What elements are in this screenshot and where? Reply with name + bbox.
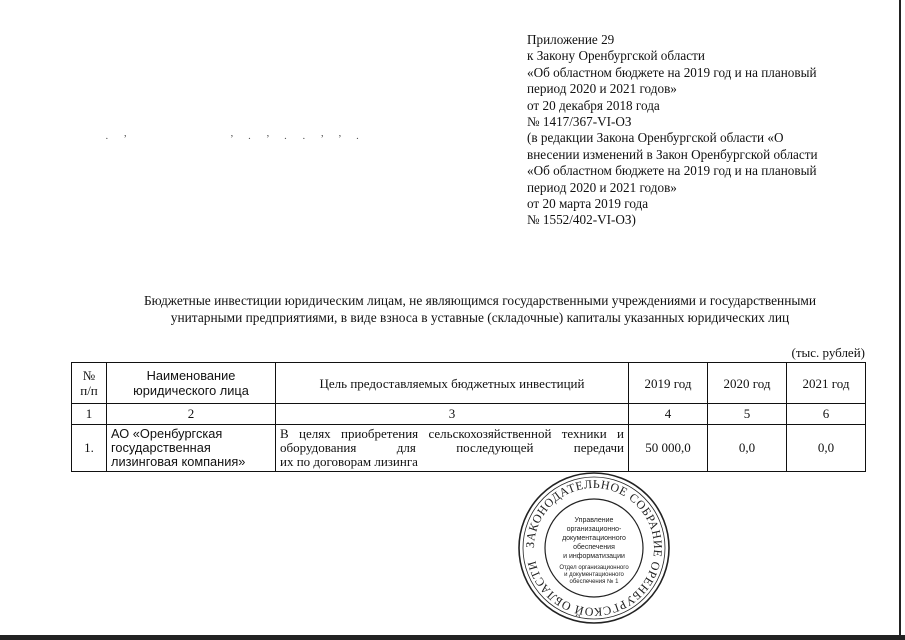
column-number: 3 [276, 404, 629, 425]
seal-center-line: обеспечения [573, 544, 615, 551]
header-name: Наименование юридического лица [107, 363, 276, 404]
seal-bottom-line: и документационного [564, 572, 624, 578]
row-2019-value: 50 000,0 [629, 425, 708, 472]
appendix-line: от 20 декабря 2018 года [527, 97, 660, 113]
appendix-header [527, 32, 877, 229]
appendix-line: от 20 марта 2019 года [527, 196, 649, 212]
document-title [60, 292, 900, 326]
title-line-1: Бюджетные инвестиции юридическим лицам, не являющимся государственными учреждениями и государственными [143, 293, 817, 308]
scan-edge-bottom [0, 635, 905, 640]
row-num: 1. [72, 425, 107, 472]
header-2021: 2021 год [787, 363, 866, 404]
row-goal-text-end: их по договорам лизинга [280, 454, 418, 469]
seal-ring-text: ЗАКОНОДАТЕЛЬНОЕ СОБРАНИЕ ОРЕНБУРГСКОЙ ОБЛАСТИ [522, 476, 666, 620]
units-label: (тыс. рублей) [791, 345, 865, 360]
header-2019: 2019 год [629, 363, 708, 404]
title-line-2: унитарными предприятиями, в виде взноса в уставные (складочные) капиталы указанных юридических лиц [170, 310, 790, 325]
appendix-line: «Об областном бюджете на 2019 год и на плановый [527, 64, 817, 80]
row-2020-value: 0,0 [708, 425, 787, 472]
column-number: 5 [708, 404, 787, 425]
column-number: 6 [787, 404, 866, 425]
column-number-row [72, 404, 866, 425]
row-goal-text: В целях приобретения сельскохозяйственной техники и оборудования для последующей передачи [280, 426, 624, 455]
column-number: 1 [72, 404, 107, 425]
row-entity-name: АО «Оренбургская государственная лизинговая компания» [107, 425, 276, 472]
appendix-line: к Закону Оренбургской области [527, 48, 705, 64]
table-row [72, 425, 866, 472]
investments-table [71, 362, 866, 472]
column-number: 2 [107, 404, 276, 425]
seal-center-line: документационного [562, 535, 626, 542]
seal-center-line: организационно- [566, 526, 622, 533]
appendix-line: «Об областном бюджете на 2019 год и на плановый [527, 163, 817, 179]
seal-center-line: и информатизации [563, 553, 625, 560]
appendix-line: № 1552/402-VI-ОЗ) [527, 212, 636, 228]
table-header-row [72, 363, 866, 404]
seal-center-line: Управление [574, 517, 614, 524]
header-goal: Цель предоставляемых бюджетных инвестиций [276, 363, 629, 404]
scan-noise: · ’ [105, 133, 134, 145]
appendix-line: период 2020 и 2021 годов» [527, 81, 677, 97]
header-2020: 2020 год [708, 363, 787, 404]
appendix-line: Приложение 29 [527, 32, 615, 47]
column-number: 4 [629, 404, 708, 425]
scan-noise: ’ · ’ · · ’ ’ · [230, 133, 366, 145]
appendix-line: внесении изменений в Закон Оренбургской области [527, 146, 818, 162]
appendix-line: период 2020 и 2021 годов» [527, 179, 677, 195]
official-seal [516, 470, 672, 626]
header-num: № п/п [72, 363, 107, 404]
appendix-line: (в редакции Закона Оренбургской области «О [527, 130, 784, 146]
row-2021-value: 0,0 [787, 425, 866, 472]
appendix-line: № 1417/367-VI-ОЗ [527, 114, 632, 130]
seal-bottom-line: Отдел организационного [559, 565, 629, 571]
seal-bottom-line: обеспечения № 1 [569, 579, 619, 585]
row-goal [276, 425, 629, 472]
